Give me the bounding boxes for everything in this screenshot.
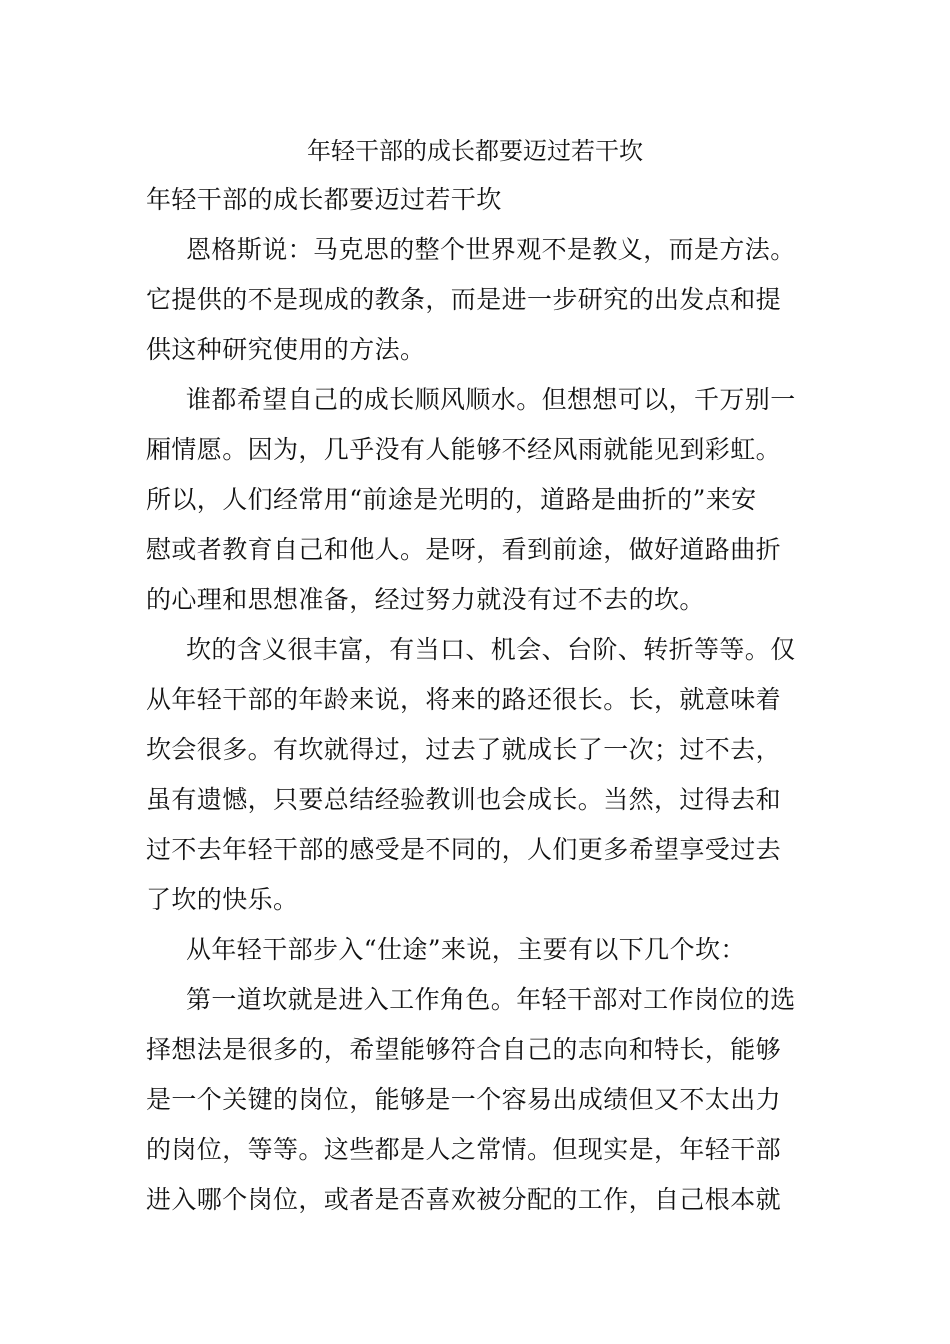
paragraph-line: 过不去年轻干部的感受是不同的，人们更多希望享受过去 <box>146 835 782 864</box>
paragraph-line: 虽有遗憾，只要总结经验教训也会成长。当然，过得去和 <box>146 785 782 814</box>
paragraph-line: 坎会很多。有坎就得过，过去了就成长了一次；过不去， <box>146 735 782 764</box>
paragraph-line: 择想法是很多的，希望能够符合自己的志向和特长，能够 <box>146 1035 782 1064</box>
paragraph-line: 第一道坎就是进入工作角色。年轻干部对工作岗位的选 <box>186 985 796 1014</box>
paragraph-line: 谁都希望自己的成长顺风顺水。但想想可以，千万别一 <box>186 385 796 414</box>
subtitle-line: 年轻干部的成长都要迈过若干坎 <box>146 185 502 214</box>
paragraph-line: 供这种研究使用的方法。 <box>146 335 426 364</box>
paragraph-line: 进入哪个岗位，或者是否喜欢被分配的工作，自己根本就 <box>146 1185 782 1214</box>
document-title: 年轻干部的成长都要迈过若干坎 <box>307 137 643 165</box>
paragraph-line: 坎的含义很丰富，有当口、机会、台阶、转折等等。仅 <box>186 635 796 664</box>
paragraph-line: 厢情愿。因为，几乎没有人能够不经风雨就能见到彩虹。 <box>146 435 782 464</box>
paragraph-line: 慰或者教育自己和他人。是呀，看到前途，做好道路曲折 <box>146 535 782 564</box>
paragraph-line: 的岗位，等等。这些都是人之常情。但现实是，年轻干部 <box>146 1135 782 1164</box>
paragraph-line: 是一个关键的岗位，能够是一个容易出成绩但又不太出力 <box>146 1085 782 1114</box>
paragraph-line: 它提供的不是现成的教条，而是进一步研究的出发点和提 <box>146 285 782 314</box>
paragraph-line: 从年轻干部的年龄来说，将来的路还很长。长，就意味着 <box>146 685 782 714</box>
paragraph-line: 的心理和思想准备，经过努力就没有过不去的坎。 <box>146 585 705 614</box>
paragraph-line: 从年轻干部步入“仕途”来说，主要有以下几个坎： <box>186 935 746 964</box>
paragraph-line: 恩格斯说：马克思的整个世界观不是教义，而是方法。 <box>186 235 796 264</box>
paragraph-line: 了坎的快乐。 <box>146 885 299 914</box>
paragraph-line: 所以，人们经常用“前途是光明的，道路是曲折的”来安 <box>146 485 757 514</box>
